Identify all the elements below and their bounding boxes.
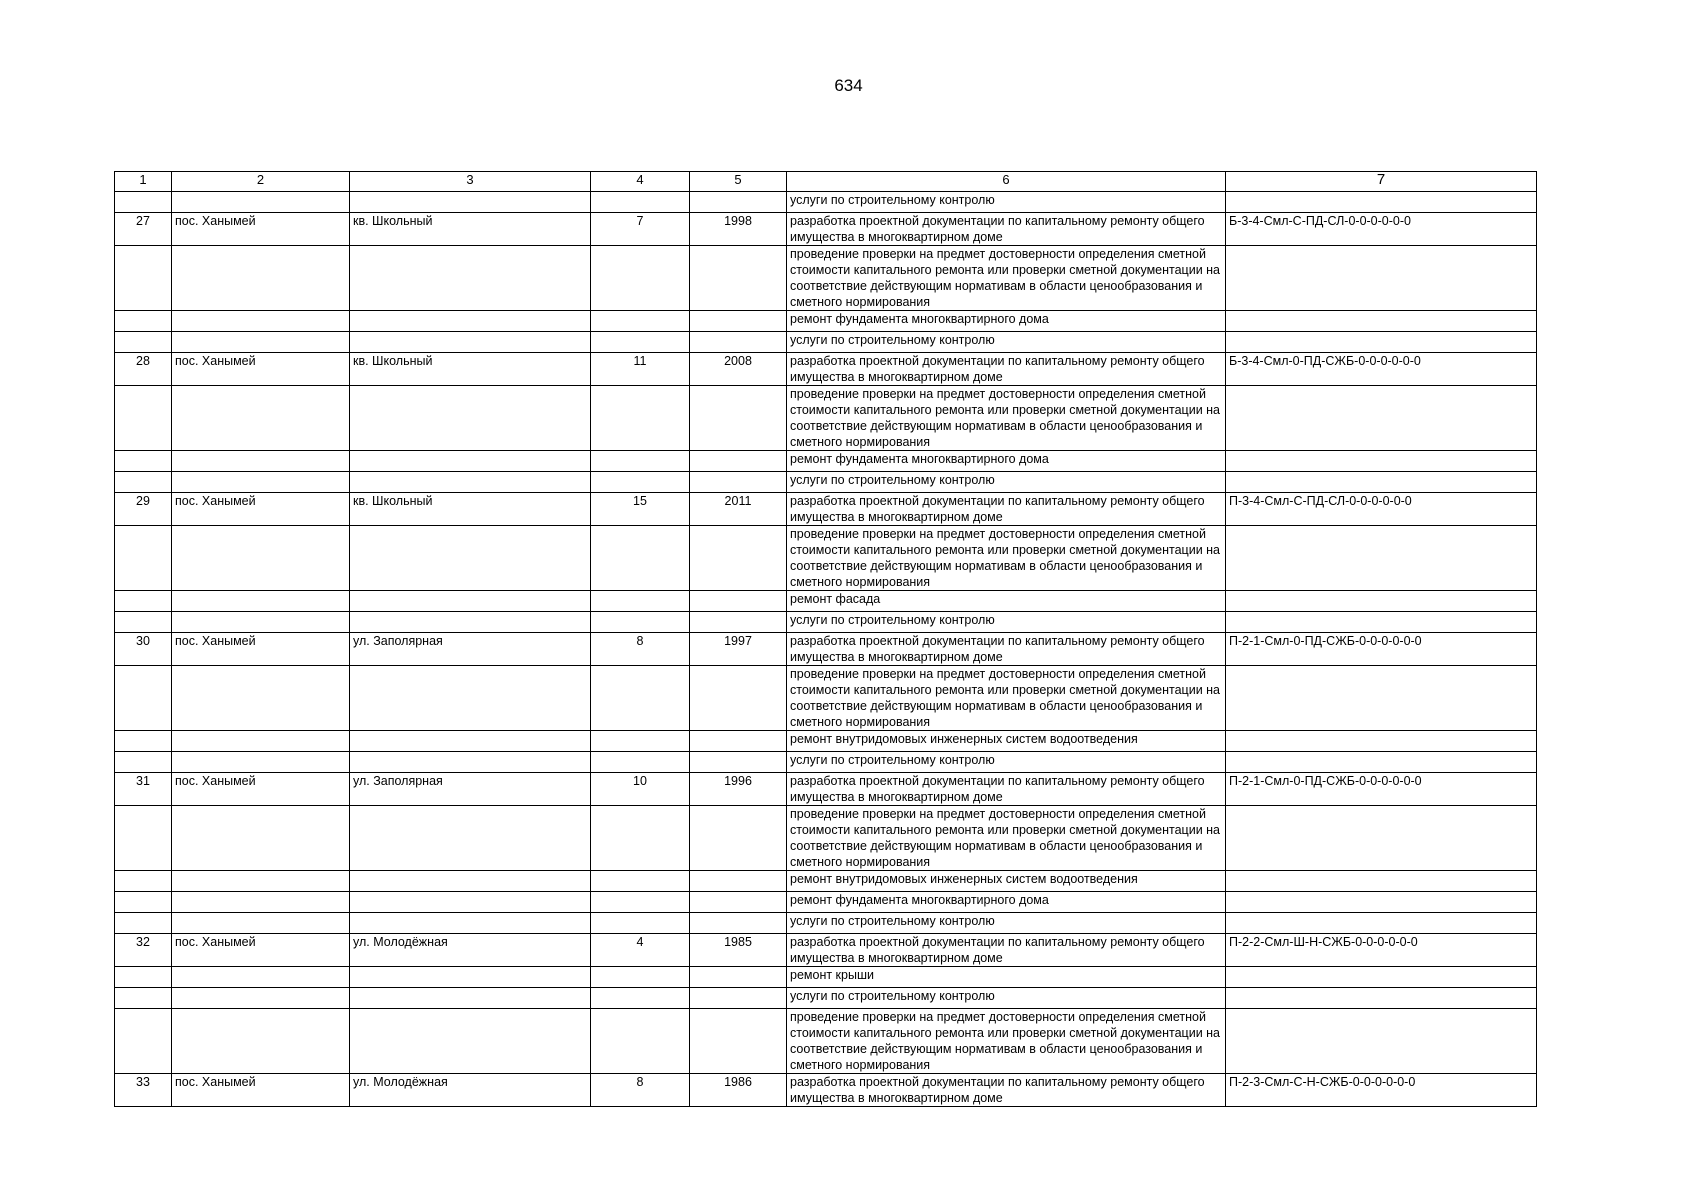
table-row xyxy=(115,332,1537,353)
table-row xyxy=(115,934,1537,967)
house-number-cell xyxy=(591,246,690,311)
row-number-cell: 30 xyxy=(115,633,172,666)
house-number-cell: 15 xyxy=(591,493,690,526)
code-cell: Б-3-4-Смл-С-ПД-СЛ-0-0-0-0-0-0 xyxy=(1226,213,1537,246)
house-number-cell xyxy=(591,731,690,752)
table-row xyxy=(115,493,1537,526)
code-cell xyxy=(1226,666,1537,731)
work-type-cell: услуги по строительному контролю xyxy=(787,612,1226,633)
table-row xyxy=(115,213,1537,246)
code-cell xyxy=(1226,612,1537,633)
street-cell xyxy=(350,666,591,731)
row-number-cell: 31 xyxy=(115,773,172,806)
table-row xyxy=(115,967,1537,988)
house-number-cell xyxy=(591,332,690,353)
street-cell: кв. Школьный xyxy=(350,353,591,386)
house-number-cell xyxy=(591,472,690,493)
work-type-cell: разработка проектной документации по капитальному ремонту общего имущества в многоквартирном доме xyxy=(787,633,1226,666)
settlement-cell: пос. Ханымей xyxy=(172,353,350,386)
street-cell: ул. Заполярная xyxy=(350,633,591,666)
row-number-cell xyxy=(115,386,172,451)
table-row xyxy=(115,892,1537,913)
street-cell xyxy=(350,472,591,493)
code-cell: П-3-4-Смл-С-ПД-СЛ-0-0-0-0-0-0 xyxy=(1226,493,1537,526)
settlement-cell xyxy=(172,871,350,892)
table-row xyxy=(115,871,1537,892)
settlement-cell: пос. Ханымей xyxy=(172,633,350,666)
street-cell xyxy=(350,913,591,934)
table-row xyxy=(115,612,1537,633)
house-number-cell: 8 xyxy=(591,633,690,666)
settlement-cell xyxy=(172,386,350,451)
settlement-cell: пос. Ханымей xyxy=(172,934,350,967)
street-cell xyxy=(350,612,591,633)
row-number-cell xyxy=(115,666,172,731)
work-type-cell: ремонт внутридомовых инженерных систем водоотведения xyxy=(787,731,1226,752)
table-row xyxy=(115,472,1537,493)
work-type-cell: услуги по строительному контролю xyxy=(787,913,1226,934)
settlement-cell xyxy=(172,472,350,493)
table-row xyxy=(115,633,1537,666)
column-header-1: 1 xyxy=(115,172,172,192)
settlement-cell xyxy=(172,806,350,871)
page-number: 634 xyxy=(834,76,863,95)
code-cell xyxy=(1226,451,1537,472)
code-cell xyxy=(1226,871,1537,892)
settlement-cell xyxy=(172,731,350,752)
row-number-cell xyxy=(115,871,172,892)
year-cell: 2011 xyxy=(690,493,787,526)
code-cell xyxy=(1226,967,1537,988)
house-number-cell: 8 xyxy=(591,1074,690,1107)
work-type-cell: проведение проверки на предмет достоверности определения сметной стоимости капитального ремонта или проверки сметной документации на соответствие действующим нормативам в области ценообразования и сметного нормирования xyxy=(787,526,1226,591)
work-type-cell: проведение проверки на предмет достоверности определения сметной стоимости капитального ремонта или проверки сметной документации на соответствие действующим нормативам в области ценообразования и сметного нормирования xyxy=(787,1009,1226,1074)
code-cell xyxy=(1226,752,1537,773)
table-row xyxy=(115,806,1537,871)
year-cell xyxy=(690,472,787,493)
row-number-cell xyxy=(115,612,172,633)
code-cell xyxy=(1226,246,1537,311)
year-cell xyxy=(690,752,787,773)
street-cell: ул. Молодёжная xyxy=(350,934,591,967)
house-number-cell: 4 xyxy=(591,934,690,967)
table-row xyxy=(115,988,1537,1009)
work-type-cell: проведение проверки на предмет достоверности определения сметной стоимости капитального ремонта или проверки сметной документации на соответствие действующим нормативам в области ценообразования и сметного нормирования xyxy=(787,666,1226,731)
code-cell xyxy=(1226,192,1537,213)
column-header-6: 6 xyxy=(787,172,1226,192)
house-number-cell xyxy=(591,871,690,892)
code-cell xyxy=(1226,332,1537,353)
row-number-cell xyxy=(115,1009,172,1074)
settlement-cell xyxy=(172,967,350,988)
settlement-cell xyxy=(172,913,350,934)
code-cell xyxy=(1226,1009,1537,1074)
code-cell xyxy=(1226,731,1537,752)
table-row xyxy=(115,1009,1537,1074)
registry-table xyxy=(114,171,1537,1107)
street-cell xyxy=(350,311,591,332)
settlement-cell xyxy=(172,246,350,311)
work-type-cell: услуги по строительному контролю xyxy=(787,192,1226,213)
street-cell: кв. Школьный xyxy=(350,493,591,526)
work-type-cell: услуги по строительному контролю xyxy=(787,752,1226,773)
table-row xyxy=(115,192,1537,213)
row-number-cell xyxy=(115,526,172,591)
code-cell xyxy=(1226,386,1537,451)
street-cell xyxy=(350,386,591,451)
code-cell: П-2-3-Смл-С-Н-СЖБ-0-0-0-0-0-0 xyxy=(1226,1074,1537,1107)
year-cell xyxy=(690,913,787,934)
table-row xyxy=(115,1074,1537,1107)
work-type-cell: услуги по строительному контролю xyxy=(787,332,1226,353)
street-cell xyxy=(350,871,591,892)
year-cell xyxy=(690,192,787,213)
year-cell xyxy=(690,871,787,892)
house-number-cell xyxy=(591,526,690,591)
house-number-cell xyxy=(591,451,690,472)
work-type-cell: разработка проектной документации по капитальному ремонту общего имущества в многоквартирном доме xyxy=(787,773,1226,806)
house-number-cell xyxy=(591,192,690,213)
code-cell: П-2-1-Смл-0-ПД-СЖБ-0-0-0-0-0-0 xyxy=(1226,773,1537,806)
row-number-cell: 29 xyxy=(115,493,172,526)
settlement-cell xyxy=(172,1009,350,1074)
year-cell: 2008 xyxy=(690,353,787,386)
street-cell xyxy=(350,806,591,871)
code-cell: П-2-2-Смл-Ш-Н-СЖБ-0-0-0-0-0-0 xyxy=(1226,934,1537,967)
street-cell xyxy=(350,246,591,311)
work-type-cell: разработка проектной документации по капитальному ремонту общего имущества в многоквартирном доме xyxy=(787,213,1226,246)
settlement-cell xyxy=(172,311,350,332)
year-cell xyxy=(690,666,787,731)
row-number-cell: 32 xyxy=(115,934,172,967)
year-cell xyxy=(690,246,787,311)
row-number-cell xyxy=(115,472,172,493)
year-cell xyxy=(690,526,787,591)
settlement-cell xyxy=(172,192,350,213)
settlement-cell xyxy=(172,451,350,472)
table-row xyxy=(115,752,1537,773)
year-cell: 1996 xyxy=(690,773,787,806)
code-cell xyxy=(1226,988,1537,1009)
row-number-cell: 27 xyxy=(115,213,172,246)
year-cell xyxy=(690,967,787,988)
settlement-cell: пос. Ханымей xyxy=(172,1074,350,1107)
work-type-cell: проведение проверки на предмет достоверности определения сметной стоимости капитального ремонта или проверки сметной документации на соответствие действующим нормативам в области ценообразования и сметного нормирования xyxy=(787,806,1226,871)
row-number-cell xyxy=(115,913,172,934)
street-cell: кв. Школьный xyxy=(350,213,591,246)
house-number-cell: 10 xyxy=(591,773,690,806)
row-number-cell xyxy=(115,752,172,773)
row-number-cell: 28 xyxy=(115,353,172,386)
settlement-cell xyxy=(172,666,350,731)
table-row xyxy=(115,526,1537,591)
year-cell: 1986 xyxy=(690,1074,787,1107)
code-cell: Б-3-4-Смл-0-ПД-СЖБ-0-0-0-0-0-0 xyxy=(1226,353,1537,386)
row-number-cell xyxy=(115,451,172,472)
table-row xyxy=(115,353,1537,386)
row-number-cell: 33 xyxy=(115,1074,172,1107)
house-number-cell xyxy=(591,1009,690,1074)
table-row xyxy=(115,591,1537,612)
table-row xyxy=(115,773,1537,806)
code-cell xyxy=(1226,526,1537,591)
street-cell xyxy=(350,752,591,773)
year-cell xyxy=(690,988,787,1009)
table-row xyxy=(115,246,1537,311)
code-cell xyxy=(1226,591,1537,612)
settlement-cell: пос. Ханымей xyxy=(172,213,350,246)
work-type-cell: ремонт фасада xyxy=(787,591,1226,612)
row-number-cell xyxy=(115,311,172,332)
column-header-4: 4 xyxy=(591,172,690,192)
settlement-cell xyxy=(172,752,350,773)
work-type-cell: услуги по строительному контролю xyxy=(787,472,1226,493)
house-number-cell: 7 xyxy=(591,213,690,246)
row-number-cell xyxy=(115,332,172,353)
house-number-cell xyxy=(591,967,690,988)
year-cell xyxy=(690,892,787,913)
settlement-cell xyxy=(172,988,350,1009)
code-cell xyxy=(1226,472,1537,493)
work-type-cell: ремонт фундамента многоквартирного дома xyxy=(787,892,1226,913)
row-number-cell xyxy=(115,192,172,213)
house-number-cell xyxy=(591,913,690,934)
street-cell xyxy=(350,1009,591,1074)
column-header-3: 3 xyxy=(350,172,591,192)
house-number-cell xyxy=(591,806,690,871)
row-number-cell xyxy=(115,591,172,612)
street-cell xyxy=(350,967,591,988)
column-header-5: 5 xyxy=(690,172,787,192)
street-cell xyxy=(350,591,591,612)
house-number-cell xyxy=(591,666,690,731)
street-cell xyxy=(350,988,591,1009)
year-cell xyxy=(690,731,787,752)
table-row xyxy=(115,666,1537,731)
work-type-cell: разработка проектной документации по капитальному ремонту общего имущества в многоквартирном доме xyxy=(787,353,1226,386)
house-number-cell xyxy=(591,988,690,1009)
year-cell xyxy=(690,451,787,472)
settlement-cell xyxy=(172,526,350,591)
street-cell xyxy=(350,731,591,752)
work-type-cell: проведение проверки на предмет достоверности определения сметной стоимости капитального ремонта или проверки сметной документации на соответствие действующим нормативам в области ценообразования и сметного нормирования xyxy=(787,246,1226,311)
table-row xyxy=(115,451,1537,472)
settlement-cell xyxy=(172,892,350,913)
settlement-cell: пос. Ханымей xyxy=(172,493,350,526)
house-number-cell xyxy=(591,386,690,451)
code-cell xyxy=(1226,913,1537,934)
house-number-cell xyxy=(591,752,690,773)
street-cell xyxy=(350,892,591,913)
house-number-cell xyxy=(591,591,690,612)
table-header-row xyxy=(115,172,1537,192)
table-row xyxy=(115,913,1537,934)
code-cell xyxy=(1226,311,1537,332)
work-type-cell: ремонт фундамента многоквартирного дома xyxy=(787,311,1226,332)
year-cell xyxy=(690,1009,787,1074)
row-number-cell xyxy=(115,731,172,752)
table-body xyxy=(115,172,1537,1107)
year-cell: 1998 xyxy=(690,213,787,246)
street-cell xyxy=(350,192,591,213)
year-cell xyxy=(690,806,787,871)
row-number-cell xyxy=(115,806,172,871)
work-type-cell: ремонт внутридомовых инженерных систем водоотведения xyxy=(787,871,1226,892)
house-number-cell: 11 xyxy=(591,353,690,386)
row-number-cell xyxy=(115,246,172,311)
house-number-cell xyxy=(591,311,690,332)
work-type-cell: ремонт фундамента многоквартирного дома xyxy=(787,451,1226,472)
work-type-cell: ремонт крыши xyxy=(787,967,1226,988)
code-cell xyxy=(1226,806,1537,871)
work-type-cell: проведение проверки на предмет достоверности определения сметной стоимости капитального ремонта или проверки сметной документации на соответствие действующим нормативам в области ценообразования и сметного нормирования xyxy=(787,386,1226,451)
table-row xyxy=(115,731,1537,752)
table-row xyxy=(115,311,1537,332)
column-header-7: 7 xyxy=(1226,172,1537,192)
year-cell xyxy=(690,311,787,332)
year-cell xyxy=(690,332,787,353)
settlement-cell xyxy=(172,591,350,612)
settlement-cell: пос. Ханымей xyxy=(172,773,350,806)
work-type-cell: разработка проектной документации по капитальному ремонту общего имущества в многоквартирном доме xyxy=(787,934,1226,967)
row-number-cell xyxy=(115,988,172,1009)
year-cell xyxy=(690,386,787,451)
row-number-cell xyxy=(115,967,172,988)
settlement-cell xyxy=(172,612,350,633)
code-cell: П-2-1-Смл-0-ПД-СЖБ-0-0-0-0-0-0 xyxy=(1226,633,1537,666)
column-header-2: 2 xyxy=(172,172,350,192)
house-number-cell xyxy=(591,612,690,633)
house-number-cell xyxy=(591,892,690,913)
work-type-cell: разработка проектной документации по капитальному ремонту общего имущества в многоквартирном доме xyxy=(787,1074,1226,1107)
settlement-cell xyxy=(172,332,350,353)
year-cell xyxy=(690,612,787,633)
year-cell xyxy=(690,591,787,612)
row-number-cell xyxy=(115,892,172,913)
year-cell: 1985 xyxy=(690,934,787,967)
street-cell xyxy=(350,451,591,472)
street-cell: ул. Заполярная xyxy=(350,773,591,806)
code-cell xyxy=(1226,892,1537,913)
street-cell: ул. Молодёжная xyxy=(350,1074,591,1107)
year-cell: 1997 xyxy=(690,633,787,666)
work-type-cell: услуги по строительному контролю xyxy=(787,988,1226,1009)
table-row xyxy=(115,386,1537,451)
street-cell xyxy=(350,526,591,591)
street-cell xyxy=(350,332,591,353)
work-type-cell: разработка проектной документации по капитальному ремонту общего имущества в многоквартирном доме xyxy=(787,493,1226,526)
